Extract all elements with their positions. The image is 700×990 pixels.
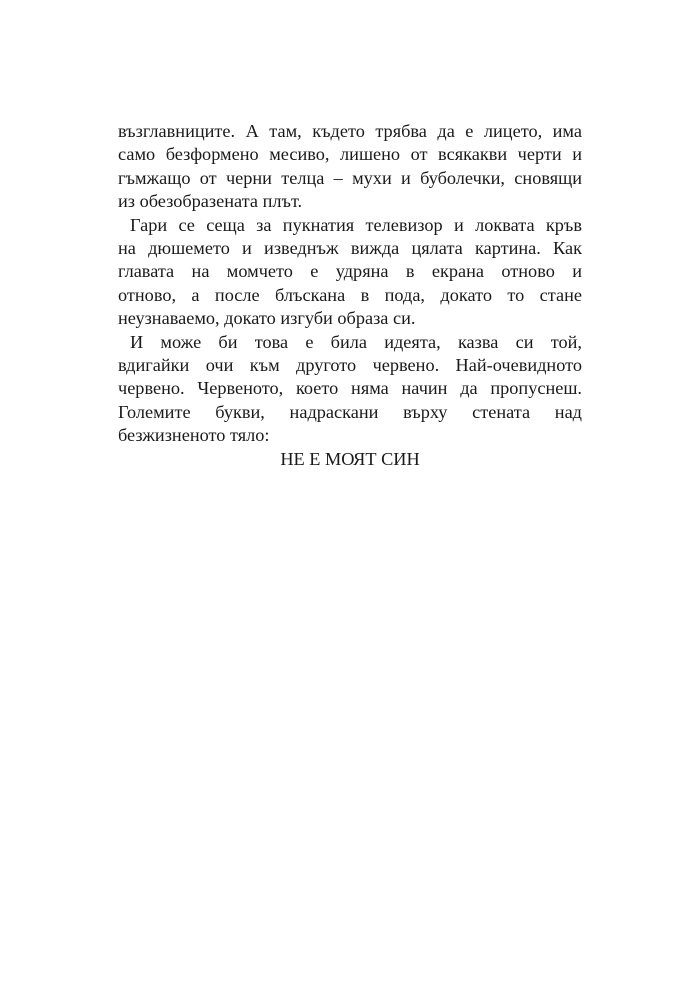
text-line: из обезобразената плът. [118, 191, 303, 212]
text-line: вдигайки очи към другото червено. Най-очевидното [118, 355, 582, 376]
paragraph-2 [118, 214, 582, 331]
text-line: на дюшемето и изведнъж вижда цялата картина. Как [118, 238, 582, 259]
text-line: И може би това е била идеята, казва си той, [130, 331, 582, 352]
text-line: неузнаваемо, докато изгуби образа си. [118, 308, 416, 329]
wall-inscription: НЕ Е МОЯТ СИН [280, 448, 420, 469]
text-line: гъмжащо от черни телца – мухи и буболечки, сновящи [118, 167, 582, 188]
paragraph-1 [118, 120, 582, 214]
body-text [118, 120, 582, 471]
text-line: червено. Червеното, което няма начин да пропуснеш. [118, 378, 582, 399]
text-line: отново, а после блъскана в пода, докато то стане [118, 284, 582, 305]
text-line: Големите букви, надраскани върху стената над [118, 401, 582, 422]
text-line: главата на момчето е удряна в екрана отново и [118, 261, 582, 282]
text-line: само безформено месиво, лишено от всякакви черти и [118, 144, 582, 165]
text-line: възглавниците. А там, където трябва да е лицето, има [118, 121, 582, 141]
text-line: безжизненото тяло: [118, 425, 270, 446]
text-line: Гари се сеща за пукнатия телевизор и локвата кръв [130, 214, 582, 235]
paragraph-3 [118, 331, 582, 448]
